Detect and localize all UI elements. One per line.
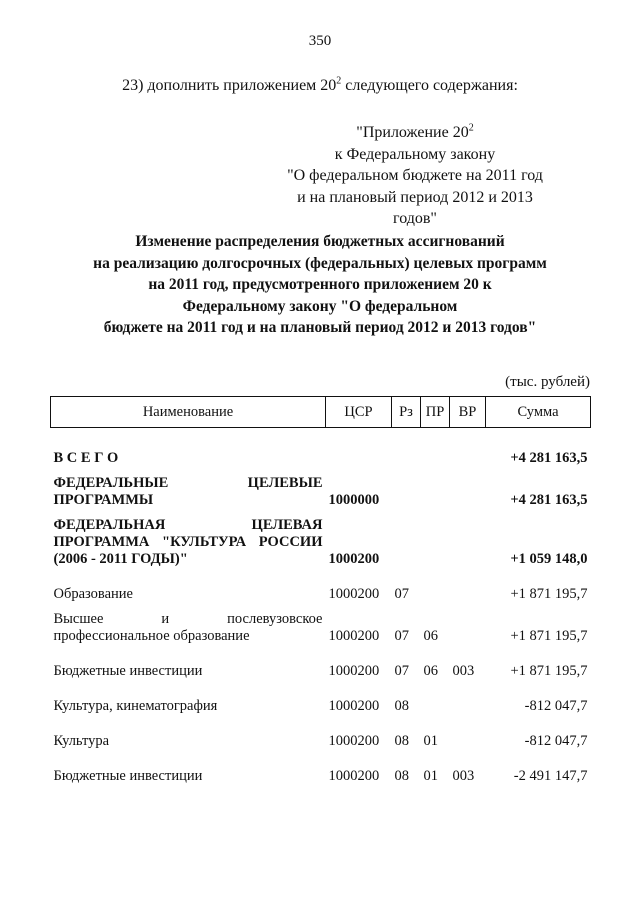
row-csr: 1000200 xyxy=(328,733,380,749)
table-row xyxy=(51,603,591,645)
row-vr xyxy=(450,568,486,603)
row-pr: 06 xyxy=(423,663,438,679)
document-title xyxy=(60,231,580,339)
row-sum: +1 871 195,7 xyxy=(510,663,588,679)
row-vr xyxy=(450,467,486,509)
row-name: Бюджетные инвестиции xyxy=(53,768,203,784)
header-vr: ВР xyxy=(450,397,486,428)
appendix-line-1 xyxy=(280,122,550,144)
title-line-1: Изменение распределения бюджетных ассигнований xyxy=(135,233,505,250)
intro-line xyxy=(0,77,640,95)
table-row xyxy=(51,428,591,468)
row-pr: 06 xyxy=(423,628,438,644)
table-row xyxy=(51,568,591,603)
row-rz xyxy=(392,467,421,509)
row-name: ФЕДЕРАЛЬНАЯ ЦЕЛЕВАЯ ПРОГРАММА "КУЛЬТУРА РОССИИ (2006 - 2011 ГОДЫ)" xyxy=(53,517,323,567)
row-rz: 08 xyxy=(394,698,409,714)
row-sum: +1 871 195,7 xyxy=(510,628,588,644)
row-vr xyxy=(450,680,486,715)
row-name: Культура, кинематография xyxy=(53,698,218,714)
row-sum: -812 047,7 xyxy=(524,698,588,714)
title-line-2: на реализацию долгосрочных (федеральных) целевых программ xyxy=(93,254,547,272)
appendix-line-1-text: "Приложение 20 xyxy=(356,124,469,141)
intro-text: 23) дополнить приложением 20 xyxy=(122,77,337,94)
row-csr xyxy=(326,428,392,468)
table-row xyxy=(51,680,591,715)
row-csr: 1000200 xyxy=(328,586,380,602)
row-pr xyxy=(421,680,450,715)
row-pr xyxy=(421,428,450,468)
units-label: (тыс. рублей) xyxy=(505,374,590,390)
row-name: Образование xyxy=(53,586,133,602)
row-pr: 01 xyxy=(423,733,438,749)
header-csr: ЦСР xyxy=(326,397,392,428)
row-pr: 01 xyxy=(423,768,438,784)
budget-table xyxy=(50,396,591,785)
page-number: 350 xyxy=(308,33,332,49)
header-sum: Сумма xyxy=(486,397,591,428)
row-rz: 07 xyxy=(394,663,409,679)
row-name: Культура xyxy=(53,733,110,749)
row-csr: 1000200 xyxy=(328,768,380,784)
row-name: ФЕДЕРАЛЬНЫЕ ЦЕЛЕВЫЕ ПРОГРАММЫ xyxy=(53,475,323,508)
row-rz: 08 xyxy=(394,768,409,784)
appendix-line-4: и на плановый период 2012 и 2013 годов" xyxy=(297,188,533,227)
title-line-3: на 2011 год, предусмотренного приложением 20 к xyxy=(148,276,492,293)
row-sum: -812 047,7 xyxy=(524,733,588,749)
row-rz: 07 xyxy=(394,586,409,602)
row-sum: +4 281 163,5 xyxy=(510,450,588,466)
table-row xyxy=(51,467,591,509)
title-line-5: бюджете на 2011 год и на плановый период 2012 и 2013 годов" xyxy=(103,319,537,336)
row-csr: 1000200 xyxy=(328,551,380,567)
row-vr xyxy=(450,603,486,645)
row-rz: 07 xyxy=(394,628,409,644)
intro-text-after: следующего содержания: xyxy=(341,77,518,94)
row-sum: +1 059 148,0 xyxy=(510,551,588,567)
appendix-heading xyxy=(280,122,550,230)
appendix-line-2: к Федеральному закону xyxy=(334,145,496,163)
row-vr: 003 xyxy=(452,663,475,679)
header-pr: ПР xyxy=(421,397,450,428)
header-rz: Рз xyxy=(392,397,421,428)
row-csr: 1000200 xyxy=(328,698,380,714)
row-pr xyxy=(421,568,450,603)
row-name: В С Е Г О xyxy=(53,450,119,466)
row-csr: 1000200 xyxy=(328,663,380,679)
row-rz xyxy=(392,428,421,468)
row-sum: -2 491 147,7 xyxy=(513,768,588,784)
title-line-4: Федеральному закону "О федеральном xyxy=(182,297,458,315)
row-csr: 1000000 xyxy=(328,492,380,508)
row-vr xyxy=(450,428,486,468)
row-rz xyxy=(392,509,421,568)
row-sum: +1 871 195,7 xyxy=(510,586,588,602)
table-row xyxy=(51,750,591,785)
row-pr xyxy=(421,509,450,568)
row-pr xyxy=(421,467,450,509)
row-name: Высшее и послевузовское профессиональное образование xyxy=(53,611,323,644)
row-sum: +4 281 163,5 xyxy=(510,492,588,508)
table-header-row xyxy=(51,397,591,428)
row-rz: 08 xyxy=(394,733,409,749)
table-row xyxy=(51,509,591,568)
row-vr xyxy=(450,509,486,568)
row-name: Бюджетные инвестиции xyxy=(53,663,203,679)
row-vr xyxy=(450,715,486,750)
row-csr: 1000200 xyxy=(328,628,380,644)
intro-sup: 2 xyxy=(336,75,342,87)
appendix-line-3: "О федеральном бюджете на 2011 год xyxy=(287,167,543,184)
row-vr: 003 xyxy=(452,768,475,784)
table-row xyxy=(51,715,591,750)
table-row xyxy=(51,645,591,680)
header-name: Наименование xyxy=(51,397,326,428)
appendix-line-1-sup: 2 xyxy=(468,122,474,134)
